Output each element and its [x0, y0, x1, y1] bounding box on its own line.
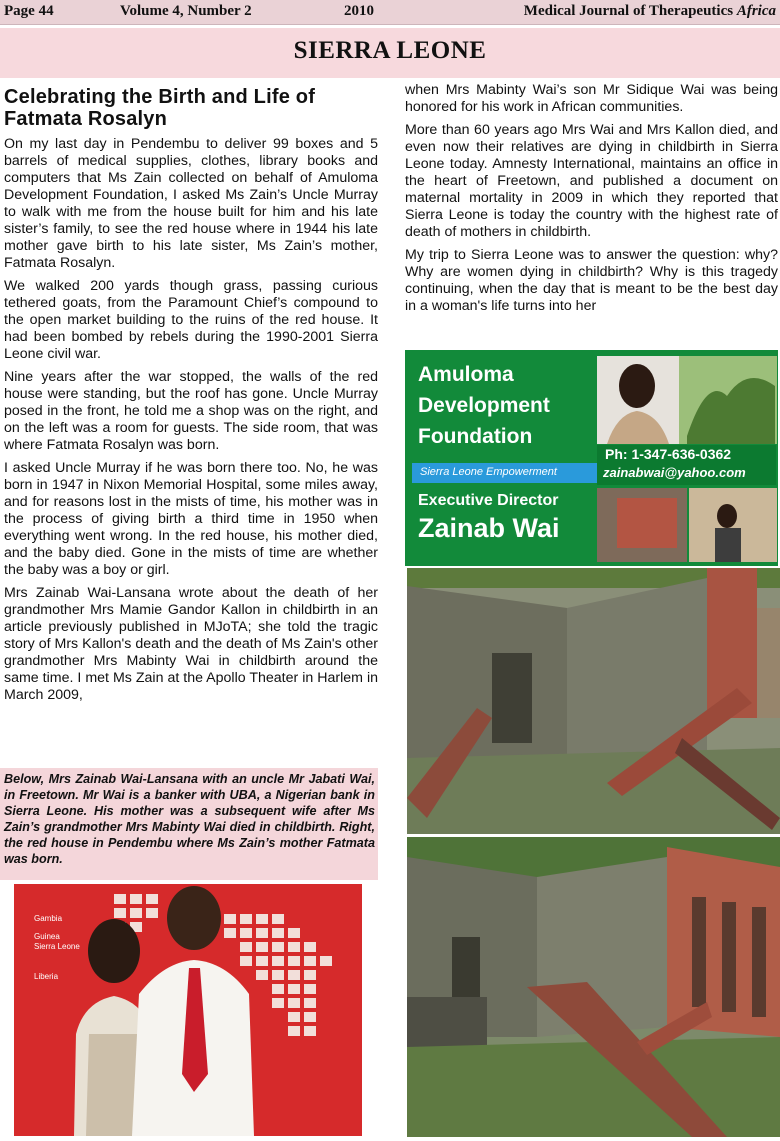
paragraph: Mrs Zainab Wai-Lansana wrote about the death of her grandmother Mrs Mamie Gandor Kallon in childbirth in an article previously published in MJoTA; she told the tragic story of Mrs Kallon's death and the death of Ms Zain's other grandmother Mrs Mabinty Wai in childbirth around the same time. I met Ms Zain at the Apollo Theater in Harlem in March 2009, [4, 585, 378, 703]
journal-name: Medical Journal of Therapeutics Africa [523, 3, 776, 19]
photo-illustration [14, 884, 362, 1136]
map-label-gambia: Gambia [34, 914, 63, 923]
paragraph: when Mrs Mabinty Wai’s son Mr Sidique Wai was being honored for his work in African communities. [405, 82, 778, 115]
ad-contact [597, 445, 776, 485]
map-label-sierra-leone: Sierra Leone [34, 942, 80, 951]
photo-red-house-ruins-front [407, 568, 780, 834]
page-number: Page 44 [4, 3, 54, 19]
left-column [4, 86, 378, 710]
map-label-liberia: Liberia [34, 972, 59, 981]
photo-people-map [14, 884, 362, 1136]
ad-tagline-stripe [412, 463, 597, 483]
ruin-illustration [407, 568, 780, 834]
volume-number: Volume 4, Number 2 [120, 3, 252, 19]
map-label-guinea: Guinea [34, 932, 60, 941]
paragraph: My trip to Sierra Leone was to answer the question: why? Why are women dying in childbirth? Why is this tragedy continuing, when the day that is meant to be the best day in a woman's life turns into her [405, 247, 778, 314]
issue-year: 2010 [344, 3, 374, 19]
ad-photo-ruins [597, 488, 777, 562]
ad-organization-name: Amuloma Development Foundation [418, 363, 550, 448]
ad-director-name: Zainab Wai [418, 513, 560, 543]
ad-email: zainabwai@yahoo.com [603, 465, 746, 480]
paragraph: I asked Uncle Murray if he was born there too. No, he was born in 1947 in Nixon Memorial Hospital, some miles away, and for reasons lost in the mists of time, his mother was in the process of giving birth a third time in 1950 when everything went wrong. In the red house, his mother died, and the baby died. Gone in the mists of time are whether the baby was a boy or girl. [4, 460, 378, 578]
ruin-illustration [407, 837, 780, 1137]
article-title: Celebrating the Birth and Life of Fatmata Rosalyn [4, 86, 316, 130]
section-header [0, 28, 780, 78]
section-title: SIERRA LEONE [293, 37, 487, 64]
paragraph: Nine years after the war stopped, the walls of the red house were standing, but the roof has gone. Uncle Murray posed in the front, he told me a shop was on the right, and on the left was a room for guests. The side room, that was where Fatmata Rosalyn was born. [4, 369, 378, 453]
ad-tagline: Sierra Leone Empowerment [420, 466, 557, 478]
running-header [0, 0, 780, 25]
photo-caption [0, 768, 378, 880]
ad-photo-portrait [597, 356, 777, 444]
photo-red-house-ruins-interior [407, 837, 780, 1137]
paragraph: More than 60 years ago Mrs Wai and Mrs Kallon died, and even now their relatives are dying in childbirth in Sierra Leone today. Amnesty International, maintains an office in the heart of Freetown, and published a document on maternal mortality in 2009 in which they reported that Sierra Leone is today the country with the highest rate of death of mothers in childbirth. [405, 122, 778, 240]
journal-region: Africa [736, 3, 776, 19]
caption-text: Below, Mrs Zainab Wai-Lansana with an uncle Mr Jabati Wai, in Freetown. Mr Wai is a banker with UBA, a Nigerian bank in Sierra Leone. His mother was a subsequent wife after Ms Zain’s grandmother Mrs Mabinty Wai died in childbirth. Right, the red house in Pendembu where Ms Zain’s mother Fatmata was born. [4, 772, 375, 866]
foundation-advertisement [405, 350, 778, 566]
ad-phone: Ph: 1-347-636-0362 [605, 446, 732, 462]
ad-role: Executive Director [418, 492, 559, 509]
right-column [405, 82, 778, 321]
paragraph: On my last day in Pendembu to deliver 99 boxes and 5 barrels of medical supplies, clothes, library books and computers that Ms Zain collected on behalf of Amuloma Development Foundation, I asked Ms Zain’s Uncle Murray to walk with me from the house built for him and his late sister’s family, to see the red house where in 1944 his late mother gave birth to his late sister, Ms Zain’s mother, Fatmata Rosalyn. [4, 136, 378, 271]
paragraph: We walked 200 yards though grass, passing curious tethered goats, from the Paramount Chief’s compound to the open market building to the ruins of the red house. It had been bombed by rebels during the 1990-2001 Sierra Leone civil war. [4, 278, 378, 362]
